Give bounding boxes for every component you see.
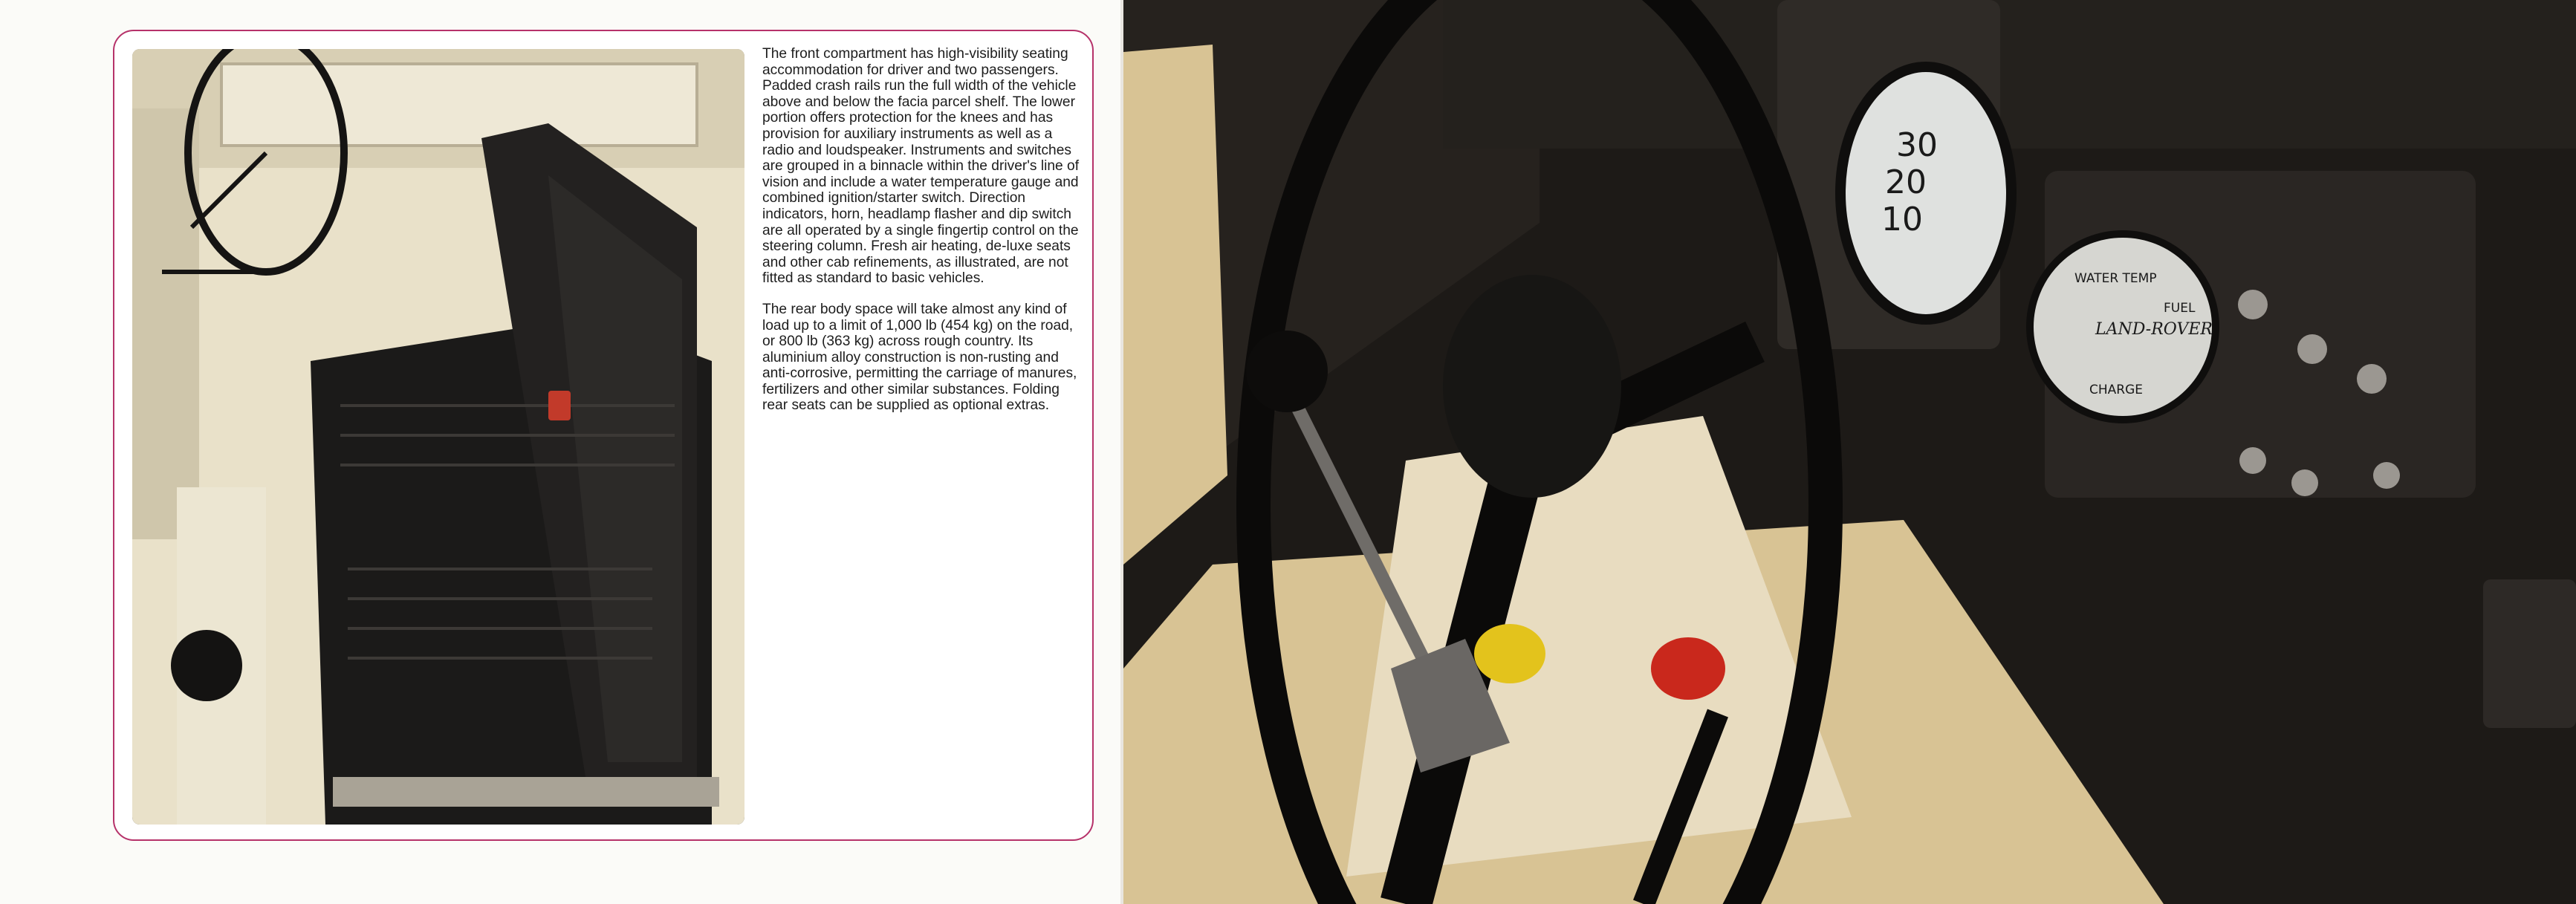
land-rover-badge: LAND-ROVER (2095, 320, 2213, 339)
body-paragraph-front-compartment: The front compartment has high-visibility seating accommodation for driver and two passengers. Padded crash rails run the full width of the vehicle above and below the facia parcel shelf. The lower portion offers protection for the knees and has provision for auxiliary instruments as well as a radio and loudspeaker. Instruments and switches are grouped in a binnacle within the driver's line of vision and include a water temperature gauge and combined ignition/starter switch. Direction indicators, horn, headlamp flasher and dip switch are all operated by a single fingertip control on the steering column. Fresh air heating, de-luxe seats and other cab refinements, as illustrated, are not fitted as standard to basic vehicles. (762, 46, 1080, 287)
gauge-label-water-temp: WATER TEMP (2074, 271, 2157, 286)
speedo-mark-20: 20 (1885, 163, 1927, 201)
body-copy (762, 46, 1083, 429)
front-seats-photo (132, 49, 744, 825)
gauge-label-fuel: FUEL (2164, 301, 2196, 316)
speedo-mark-10: 10 (1881, 201, 1923, 238)
dashboard-photo (1123, 0, 2576, 904)
gauge-label-charge: CHARGE (2089, 383, 2144, 397)
body-paragraph-rear-body: The rear body space will take almost any kind of load up to a limit of 1,000 lb (454 kg) on the road, or 800 lb (363 kg) across rough country. Its aluminium alloy construction is non-rusting and anti-corrosive, permitting the carriage of manures, fertilizers and other similar substances. Folding rear seats can be supplied as optional extras. (762, 301, 1077, 414)
speedo-mark-30: 30 (1896, 126, 1938, 164)
